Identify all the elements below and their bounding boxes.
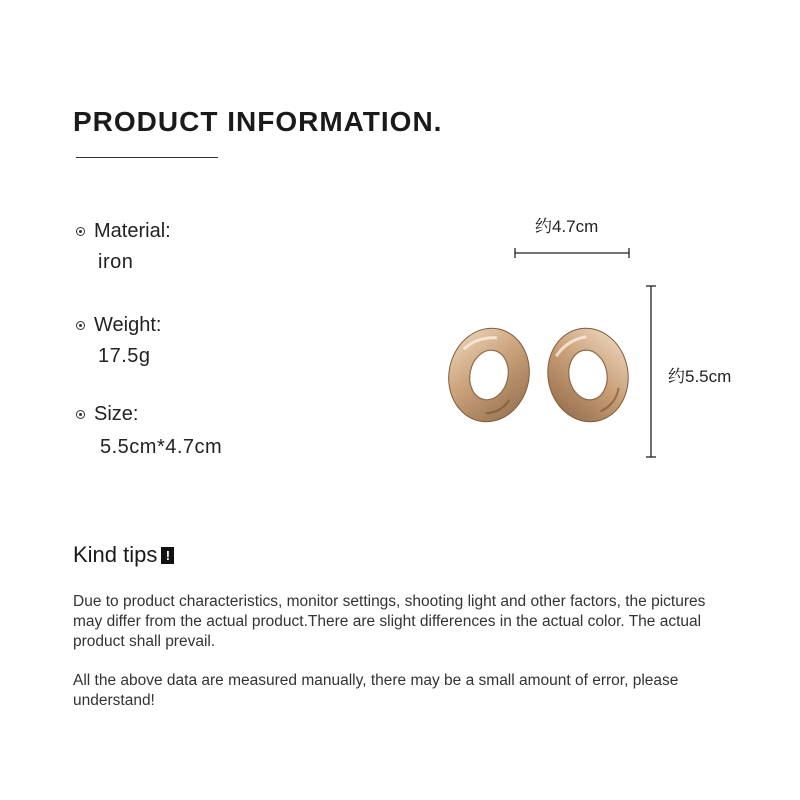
right-earring — [540, 322, 635, 428]
tips-paragraph: Due to product characteristics, monitor settings, shooting light and other factors, the pictures may differ from the actual product.There are slight differences in the actual color. The actual product shall prevail. — [73, 593, 706, 650]
spec-value: 17.5g — [98, 345, 151, 367]
product-image — [430, 240, 670, 465]
height-dimension-label: 约5.5cm — [668, 367, 732, 386]
page-title: PRODUCT INFORMATION. — [73, 106, 443, 137]
exclamation-icon: ! — [161, 547, 174, 564]
width-dimension-label: 约4.7cm — [535, 217, 599, 236]
spec-label: Material: — [94, 220, 171, 242]
height-dimension-line — [646, 286, 656, 457]
spec-material — [76, 220, 171, 274]
spec-label: Weight: — [94, 314, 162, 336]
left-earring — [440, 321, 538, 430]
kind-tips-title: Kind tips — [73, 542, 158, 567]
spec-value: 5.5cm*4.7cm — [100, 436, 223, 458]
kind-tips-heading — [73, 542, 174, 568]
spec-label: Size: — [94, 403, 139, 425]
bullet-icon — [76, 227, 85, 236]
spec-value: iron — [98, 251, 134, 273]
spec-weight — [76, 314, 161, 368]
title-divider — [76, 157, 218, 158]
bullet-icon — [76, 321, 85, 330]
width-dimension-line — [515, 248, 629, 258]
bullet-icon — [76, 410, 85, 419]
tips-paragraph: All the above data are measured manually, there may be a small amount of error, please understand! — [73, 672, 679, 709]
spec-size — [76, 403, 222, 459]
